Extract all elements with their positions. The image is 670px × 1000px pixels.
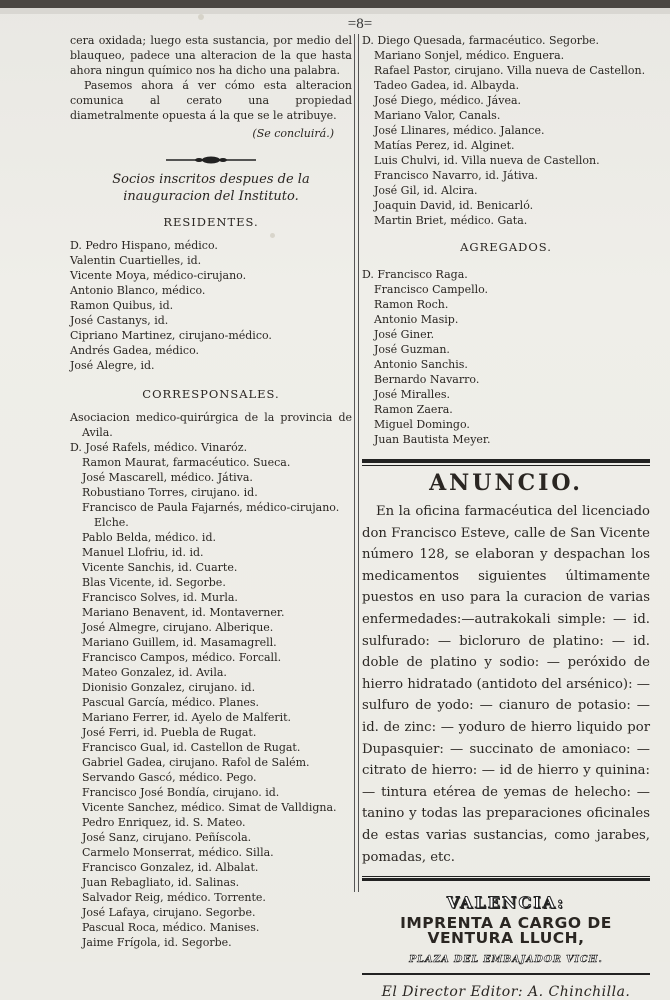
list-item: Asociacion medico-quirúrgica de la provincia de Avila. [70,411,352,439]
imprint-rule [362,973,650,975]
list-item: José Giner. [374,328,435,341]
list-item: José Diego, médico. Jávea. [374,94,522,107]
list-item: Joaquin David, id. Benicarló. [374,199,534,212]
list-item: Matías Perez, id. Alginet. [374,139,515,152]
list-item: Pascual Roca, médico. Manises. [82,921,260,934]
page-number: =8= [347,16,373,32]
list-item: D. Francisco Raga. [362,268,468,281]
list-item: Salvador Reig, médico. Torrente. [82,891,266,904]
agregados-list [362,267,650,447]
corresponsales-heading: CORRESPONSALES. [142,387,280,401]
corresponsales-list [70,410,352,950]
concluira-note: (Se concluirá.) [252,127,334,140]
list-item: Mariano Benavent, id. Montaverner. [82,606,285,619]
list-item: Miguel Domingo. [374,418,470,431]
list-item: Francisco Campello. [374,283,489,296]
list-item: Luis Chulvi, id. Villa nueva de Castellon. [374,154,600,167]
list-item: Antonio Masip. [374,313,459,326]
list-item: Vicente Sanchez, médico. Simat de Valldigna. [82,801,337,814]
list-item: Servando Gascó, médico. Pego. [82,771,257,784]
list-item: Mariano Valor, Canals. [374,109,501,122]
list-item: Antonio Sanchis. [374,358,468,371]
list-item: Juan Rebagliato, id. Salinas. [82,876,240,889]
right-column [362,33,650,1000]
list-item: José Guzman. [374,343,450,356]
footer-rule-thick [362,878,650,881]
list-item: Francisco Navarro, id. Játiva. [374,169,538,182]
list-item: Valentin Cuartielles, id. [70,254,202,267]
list-item: Ramon Roch. [374,298,449,311]
imprint-city: VALENCIA: [446,893,566,913]
list-item: Jaime Frígola, id. Segorbe. [82,936,232,949]
list-item: Antonio Blanco, médico. [70,284,206,297]
list-item: Martin Briet, médico. Gata. [374,214,528,227]
list-item: Andrés Gadea, médico. [70,344,200,357]
list-item: Dionisio Gonzalez, cirujano. id. [82,681,256,694]
list-item: Francisco Solves, id. Murla. [82,591,238,604]
list-item: José Castanys, id. [70,314,169,327]
page-top-edge [0,0,670,8]
ornament-divider [70,155,352,165]
list-item: José Alegre, id. [70,359,155,372]
section-rule-thick [362,459,650,463]
list-item: Manuel Llofriu, id. id. [82,546,204,559]
list-item: Vicente Moya, médico-cirujano. [70,269,247,282]
list-item: Mariano Guillem, id. Masamagrell. [82,636,277,649]
intro-paragraph-1: cera oxidada; luego esta sustancia, por medio del blauqueo, padece una alteracion de la que hasta ahora ningun químico nos ha dicho una palabra. [70,34,352,77]
agregados-heading: AGREGADOS. [460,240,552,254]
page-top-margin [0,8,670,14]
list-item: José Llinares, médico. Jalance. [374,124,545,137]
list-item: Carmelo Monserrat, médico. Silla. [82,846,274,859]
list-item: José Ferri, id. Puebla de Rugat. [82,726,257,739]
left-column [70,33,352,950]
list-item: D. José Rafels, médico. Vinaróz. [70,441,248,454]
list-item: José Miralles. [374,388,450,401]
section-rule-thin [362,465,650,466]
list-item: José Sanz, cirujano. Peñíscola. [82,831,252,844]
list-item: José Gil, id. Alcira. [374,184,478,197]
imprint-printer: IMPRENTA A CARGO DE VENTURA LLUCH, [400,914,612,948]
anuncio-title: ANUNCIO. [429,470,583,496]
list-item: José Mascarell, médico. Játiva. [82,471,253,484]
list-item: Ramon Zaera. [374,403,453,416]
list-item: Cipriano Martinez, cirujano-médico. [70,329,272,342]
list-item: Blas Vicente, id. Segorbe. [82,576,226,589]
list-item: Mateo Gonzalez, id. Avila. [82,666,227,679]
section-title: Socios inscritos despues de la inauguracion del Instituto. [112,172,310,204]
list-item: Ramon Maurat, farmacéutico. Sueca. [82,456,291,469]
column-divider [354,34,359,892]
list-item: Francisco Gonzalez, id. Albalat. [82,861,259,874]
list-item: Tadeo Gadea, id. Albayda. [374,79,520,92]
list-item: D. Pedro Hispano, médico. [70,239,218,252]
list-item: Francisco Gual, id. Castellon de Rugat. [82,741,301,754]
list-item: D. Diego Quesada, farmacéutico. Segorbe. [362,34,600,47]
list-item: Vicente Sanchis, id. Cuarte. [82,561,238,574]
list-item: Mariano Sonjel, médico. Enguera. [374,49,565,62]
list-item: José Lafaya, cirujano. Segorbe. [82,906,256,919]
list-item: Rafael Pastor, cirujano. Villa nueva de Castellon. [374,64,646,77]
intro-paragraph-2: Pasemos ahora á ver cómo esta alteracion comunica al cerato una propiedad diametralmente opuesta á la que se le atribuye. [70,79,352,122]
list-item: Ramon Quibus, id. [70,299,174,312]
imprint-address: PLAZA DEL EMBAJADOR VICH. [409,954,603,966]
list-item: Francisco José Bondía, cirujano. id. [82,786,280,799]
corresponsales-continued-list [362,33,650,228]
list-item: Mariano Ferrer, id. Ayelo de Malferit. [82,711,292,724]
list-item: Bernardo Navarro. [374,373,480,386]
list-item: Juan Bautista Meyer. [374,433,491,446]
list-item: Pascual García, médico. Planes. [82,696,260,709]
residentes-list [70,238,352,373]
list-item: Pedro Enriquez, id. S. Mateo. [82,816,246,829]
residentes-heading: RESIDENTES. [163,215,259,229]
list-item: Francisco Campos, médico. Forcall. [82,651,282,664]
list-item: Gabriel Gadea, cirujano. Rafol de Salém. [82,756,310,769]
list-item: José Almegre, cirujano. Alberique. [82,621,274,634]
list-item: Francisco de Paula Fajarnés, médico-cirujano. Elche. [82,501,340,529]
list-item: Robustiano Torres, cirujano. id. [82,486,258,499]
list-item: Pablo Belda, médico. id. [82,531,216,544]
editor-credit: El Director Editor: A. Chinchilla. [381,984,631,1000]
footer-rule-thin [362,876,650,877]
anuncio-body: En la oficina farmacéutica del licenciado don Francisco Esteve, calle de San Vicente número 128, se elaboran y despachan los medicamentos siguientes últimamente puestos en uso para la curacion de varias enfermedades:—autrakokali simple: — id. sulfurado: — bicloruro de platino: — id. doble de platino y sodio: — peróxido de hierro hidratado (antidoto del arsénico): — sulfuro de yodo: — cianuro de potasio: — id. de zinc: — yoduro de hierro liquido por Dupasquier: — succinato de amoniaco: — citrato de hierro: — id de hierro y quinina: — tintura etérea de yemas de helecho: — tanino y todas las preparaciones oficinales de estas varias sustancias, como jarabes, pomadas, etc. [362,504,650,865]
